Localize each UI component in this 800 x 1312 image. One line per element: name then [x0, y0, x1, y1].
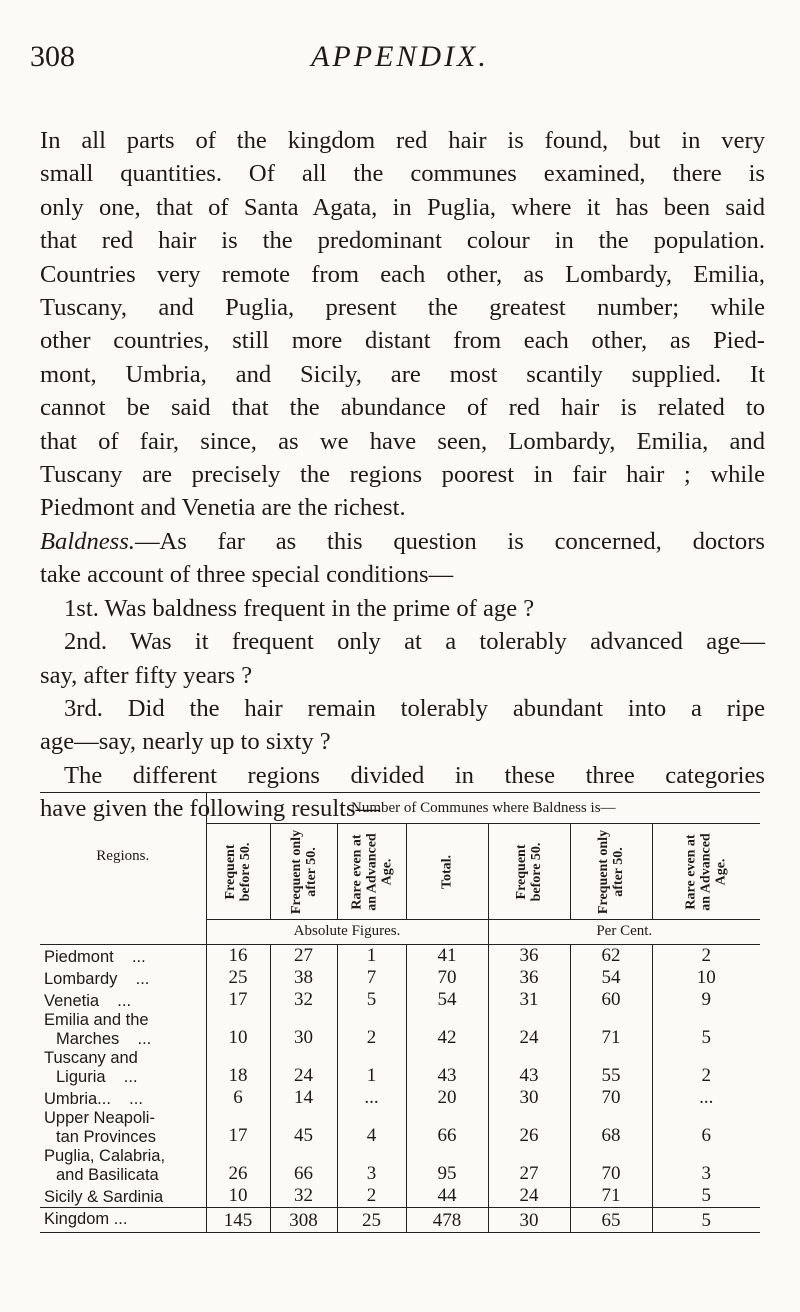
table-cell: 70	[570, 1087, 652, 1109]
text-line: other countries, still more distant from each other, as Pied-	[40, 327, 765, 355]
col-header	[206, 824, 270, 920]
baldness-table	[40, 792, 760, 1233]
table-cell: 36	[488, 944, 570, 967]
table-cell: 20	[406, 1087, 488, 1109]
total-value: 30	[488, 1207, 570, 1232]
question-1: 1st. Was baldness frequent in the prime of age ?	[64, 594, 535, 622]
col-header-label: Rare even at an Advanced Age.	[683, 832, 729, 911]
region-name-line: Sicily & Sardinia	[44, 1187, 164, 1206]
region-name-line: Upper Neapoli-	[44, 1108, 155, 1127]
table-cell: 42	[406, 1011, 488, 1049]
region-label: Lombardy	[44, 969, 118, 988]
text-line: Piedmont and Venetia are the richest.	[40, 494, 406, 522]
region-name-line	[44, 1090, 206, 1109]
question-3-cont: age—say, nearly up to sixty ?	[40, 728, 331, 756]
table-body	[40, 944, 760, 1207]
region-label: Marches	[56, 1029, 120, 1048]
table-cell: 38	[270, 967, 337, 989]
page-number: 308	[30, 40, 75, 73]
table-cell: 30	[488, 1087, 570, 1109]
table-cell: 4	[337, 1109, 406, 1147]
table-cell: 45	[270, 1109, 337, 1147]
table-row	[40, 944, 760, 967]
region-label: Piedmont	[44, 947, 114, 966]
region-name	[40, 944, 206, 967]
col-header-label: Frequent only after 50.	[596, 829, 626, 914]
table-cell: 30	[270, 1011, 337, 1049]
body-text	[40, 124, 765, 826]
region-name-line: Emilia and the	[44, 1010, 149, 1029]
table-cell: 44	[406, 1185, 488, 1208]
region-name-line	[44, 1030, 206, 1049]
table-cell: 17	[206, 989, 270, 1011]
region-label: Venetia	[44, 991, 100, 1010]
table-cell: 55	[570, 1049, 652, 1087]
region-label: Liguria	[56, 1067, 106, 1086]
text-line: The different regions divided in these three categories	[64, 761, 765, 789]
regions-header-spacer	[40, 920, 206, 945]
running-title: APPENDIX.	[311, 40, 489, 73]
table-cell: 32	[270, 989, 337, 1011]
region-name	[40, 1147, 206, 1185]
table-cell: 5	[701, 1026, 712, 1048]
text-line: Tuscany are precisely the regions poorest in fair hair ; while	[40, 461, 765, 489]
region-name-line	[44, 1068, 206, 1087]
total-dots: ...	[113, 1210, 128, 1228]
table-cell: 71	[570, 1011, 652, 1049]
table-cell: 2	[337, 1185, 406, 1208]
table-cell: 10	[206, 1185, 270, 1208]
region-name	[40, 1109, 206, 1147]
text-line: Tuscany, and Puglia, present the greatest number; while	[40, 294, 765, 322]
text-line: Countries very remote from each other, as Lombardy, Emilia,	[40, 260, 765, 288]
table-cell: 1	[337, 1049, 406, 1087]
table-cell: 27	[488, 1147, 570, 1185]
table-cell: 2	[701, 1064, 712, 1086]
total-value: 65	[570, 1207, 652, 1232]
total-value: 308	[270, 1207, 337, 1232]
col-header-label: Frequent before 50.	[514, 842, 544, 901]
total-row	[40, 1207, 760, 1232]
col-header-label: Total.	[439, 854, 455, 889]
table-row	[40, 967, 760, 989]
table-cell: 60	[570, 989, 652, 1011]
col-header-label: Frequent before 50.	[223, 842, 253, 901]
table-row	[40, 1011, 760, 1049]
question-2: 2nd. Was it frequent only at a tolerably advanced age—	[64, 628, 765, 656]
leader-dots: ...	[129, 1089, 143, 1108]
baldness-heading: Baldness.	[40, 527, 135, 555]
region-name	[40, 1087, 206, 1109]
table-cell: 70	[406, 967, 488, 989]
leader-dots: ...	[135, 969, 150, 988]
total-value: 5	[652, 1207, 760, 1232]
col-header	[270, 824, 337, 920]
col-header	[570, 824, 652, 920]
table-cell: 43	[406, 1049, 488, 1087]
table-cell: 25	[206, 967, 270, 989]
region-name-line: tan Provinces	[56, 1127, 156, 1146]
text-line: take account of three special conditions—	[40, 561, 454, 589]
table-row	[40, 989, 760, 1011]
col-header-label: Rare even at an Advanced Age.	[349, 832, 394, 911]
table-cell: 24	[488, 1185, 570, 1208]
table-cell: 2	[701, 944, 712, 966]
table-cell: 3	[337, 1147, 406, 1185]
table-cell: 1	[337, 944, 406, 967]
table-cell: 9	[701, 988, 712, 1010]
table-cell: 54	[406, 989, 488, 1011]
question-3: 3rd. Did the hair remain tolerably abundant into a ripe	[64, 694, 765, 722]
table-cell: 62	[570, 944, 652, 967]
region-name-line: and Basilicata	[56, 1165, 159, 1184]
region-name	[40, 1011, 206, 1049]
region-name	[40, 1049, 206, 1087]
table-cell: 24	[488, 1011, 570, 1049]
col-header	[488, 824, 570, 920]
table-cell: 10	[206, 1011, 270, 1049]
text-line: that red hair is the predominant colour in the population.	[40, 227, 765, 255]
text-line: In all parts of the kingdom red hair is found, but in very	[40, 127, 765, 154]
table-cell: ...	[699, 1086, 714, 1108]
leader-dots: ...	[117, 991, 132, 1010]
col-header	[406, 824, 488, 920]
table-cell: 68	[570, 1109, 652, 1147]
table-cell: 5	[701, 1184, 712, 1206]
table-cell: 71	[570, 1185, 652, 1208]
absolute-figures-label: Absolute Figures.	[206, 920, 488, 945]
table-cell: 6	[701, 1124, 712, 1146]
region-name-line: Puglia, Calabria,	[44, 1146, 166, 1165]
region-name	[40, 967, 206, 989]
text-line: only one, that of Santa Agata, in Puglia, where it has been said	[40, 193, 765, 221]
table-cell: 14	[270, 1087, 337, 1109]
table-cell: 6	[206, 1087, 270, 1109]
text-line: small quantities. Of all the communes examined, there is	[40, 160, 765, 188]
total-name-cell	[40, 1207, 206, 1232]
table-row	[40, 1109, 760, 1147]
region-name-line: Tuscany and	[44, 1048, 138, 1067]
leader-dots: ...	[131, 947, 146, 966]
total-value: 478	[406, 1207, 488, 1232]
baldness-rest: —As far as this question is concerned, doctors	[134, 527, 765, 555]
col-header-label: Frequent only after 50.	[288, 829, 319, 914]
table-cell: 16	[206, 944, 270, 967]
table-cell: 3	[701, 1162, 712, 1184]
region-name	[40, 989, 206, 1011]
total-value: 25	[337, 1207, 406, 1232]
page-header	[30, 40, 770, 90]
table-cell: 36	[488, 967, 570, 989]
table-cell: 31	[488, 989, 570, 1011]
table-cell: 17	[206, 1109, 270, 1147]
leader-dots: ...	[123, 1067, 138, 1086]
leader-dots: ...	[137, 1029, 152, 1048]
region-name-line	[44, 948, 206, 967]
text-line: mont, Umbria, and Sicily, are most scantily supplied. It	[40, 360, 765, 388]
group-header: Number of Communes where Baldness is—	[206, 793, 760, 824]
total-value: 145	[206, 1207, 270, 1232]
table-cell: 32	[270, 1185, 337, 1208]
table-cell: 26	[206, 1147, 270, 1185]
table-cell: 26	[488, 1109, 570, 1147]
total-name: Kingdom	[44, 1210, 110, 1228]
table-cell: 41	[406, 944, 488, 967]
regions-header: Regions.	[40, 793, 206, 920]
table-cell: 43	[488, 1049, 570, 1087]
table-cell: 7	[337, 967, 406, 989]
table-row	[40, 1049, 760, 1087]
table-cell: 24	[270, 1049, 337, 1087]
table-cell: ...	[337, 1087, 406, 1109]
table-cell: 2	[337, 1011, 406, 1049]
col-header	[652, 824, 760, 920]
text-line: that of fair, since, as we have seen, Lombardy, Emilia, and	[40, 427, 765, 455]
text-line: cannot be said that the abundance of red hair is related to	[40, 394, 765, 422]
region-label: Umbria...	[44, 1089, 111, 1108]
table-cell: 10	[696, 966, 716, 988]
col-header	[337, 824, 406, 920]
region-name-line	[44, 970, 206, 989]
table-cell: 54	[570, 967, 652, 989]
table-row	[40, 1087, 760, 1109]
table-cell: 27	[270, 944, 337, 967]
text-line: have given the following results—	[40, 795, 381, 823]
table-cell: 66	[270, 1147, 337, 1185]
baldness-line	[40, 525, 765, 558]
table-row	[40, 1147, 760, 1185]
table-cell: 5	[337, 989, 406, 1011]
region-name-line	[44, 992, 206, 1011]
table-cell: 70	[570, 1147, 652, 1185]
table-cell: 66	[406, 1109, 488, 1147]
table-cell: 95	[406, 1147, 488, 1185]
region-name	[40, 1185, 206, 1208]
table-row	[40, 1185, 760, 1208]
per-cent-label: Per Cent.	[488, 920, 760, 945]
table-cell: 18	[206, 1049, 270, 1087]
question-2-cont: say, after fifty years ?	[40, 661, 253, 689]
